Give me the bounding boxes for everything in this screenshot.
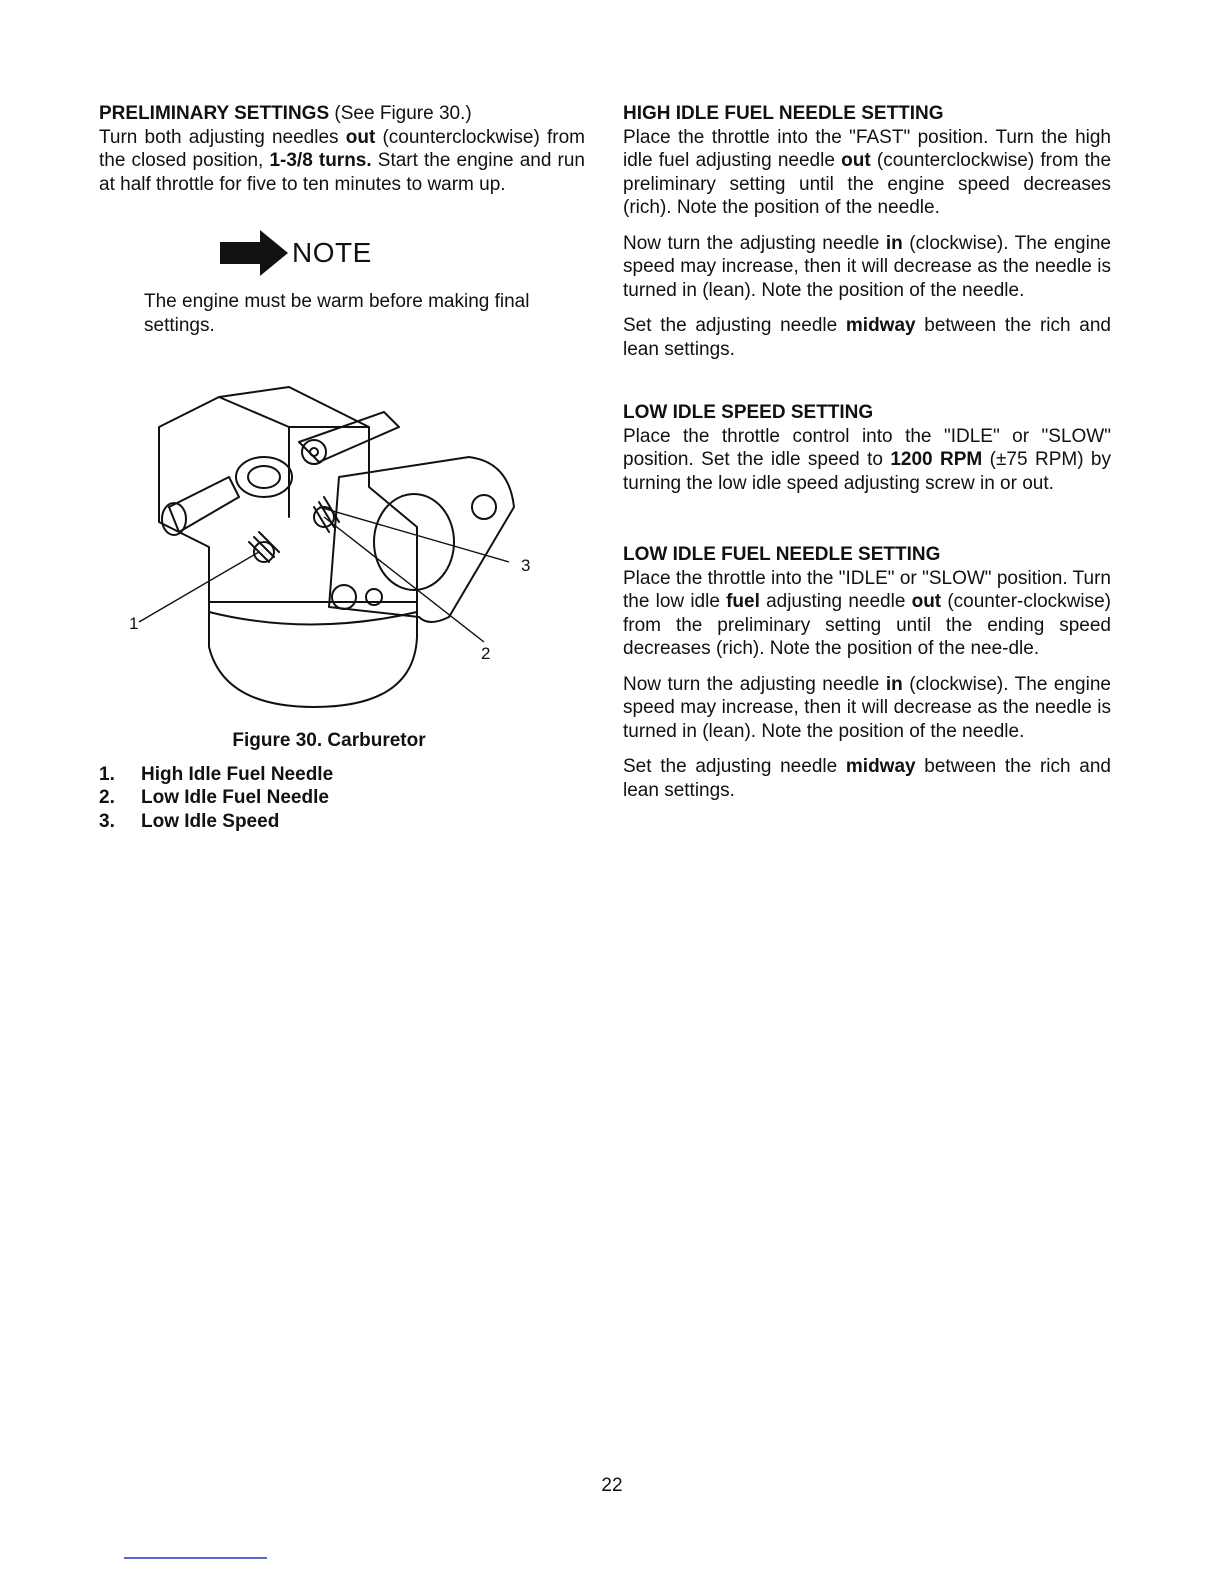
preliminary-settings-paragraph [99, 102, 585, 196]
body-text: Place the throttle into the "FAST" position. Turn the high idle fuel adjusting needle [623, 126, 1111, 171]
high-idle-paragraph-3 [623, 314, 1111, 361]
low-idle-fuel-heading: LOW IDLE FUEL NEEDLE SETTING [623, 544, 941, 565]
legend-number: 3. [99, 810, 115, 832]
bold-text: out [911, 591, 942, 612]
low-idle-speed-heading: LOW IDLE SPEED SETTING [623, 402, 874, 423]
high-idle-paragraph-2 [623, 232, 1111, 303]
body-text: adjusting needle [759, 591, 912, 612]
bold-text: out [841, 150, 871, 171]
preliminary-text: Start the engine and run at half throttle for five to ten minutes to warm up. [99, 150, 585, 195]
low-idle-fuel-paragraph-3 [623, 755, 1111, 802]
bold-text: midway [845, 315, 916, 336]
body-text: Now turn the adjusting needle [623, 673, 886, 695]
preliminary-text: (counterclockwise) from the closed position, [99, 126, 585, 171]
body-text: (counter-clockwise) from the preliminary setting until the ending speed decreases (rich). Note the position of the nee-dle. [623, 591, 1111, 659]
legend-label: High Idle Fuel Needle [141, 763, 334, 785]
preliminary-bold-out: out [345, 126, 376, 148]
legend-item [99, 786, 585, 810]
bold-text: fuel [726, 591, 760, 612]
legend-item [99, 810, 585, 834]
high-idle-heading: HIGH IDLE FUEL NEEDLE SETTING [623, 103, 944, 124]
left-column [99, 102, 585, 833]
body-text: (clockwise). The engine speed may increase, then it will decrease as the needle is turned in (lean). Note the position of the needle. [623, 673, 1111, 742]
low-idle-fuel-paragraph-1 [623, 567, 1111, 661]
body-text: (clockwise). The engine speed may increase, then it will decrease as the needle is turned in (lean). Note the position of the needle. [623, 232, 1111, 301]
legend-number: 2. [99, 787, 115, 808]
note-label: NOTE [292, 237, 372, 269]
carburetor-figure [129, 367, 549, 717]
bold-text: 1200 RPM [890, 449, 983, 470]
low-idle-speed-paragraph [623, 425, 1111, 496]
legend-label: Low Idle Speed [141, 810, 280, 832]
body-text: between the rich and lean settings. [623, 756, 1111, 801]
preliminary-heading: PRELIMINARY SETTINGS [99, 103, 330, 124]
page-number: 22 [601, 1475, 623, 1496]
bold-text: midway [845, 756, 916, 777]
body-text: Set the adjusting needle [623, 756, 846, 777]
figure-caption: Figure 30. Carburetor [232, 730, 426, 751]
body-text: Now turn the adjusting needle [623, 232, 886, 254]
note-callout [220, 228, 585, 278]
legend-item [99, 763, 585, 787]
right-column [623, 102, 1111, 802]
footer-divider [124, 1557, 267, 1559]
preliminary-figure-ref: (See Figure 30.) [329, 103, 472, 124]
body-text: (counterclockwise) from the preliminary setting until the engine speed decreases (rich). Note the position of the needle. [623, 150, 1112, 218]
body-text: Place the throttle control into the "IDLE" or "SLOW" position. Set the idle speed to [623, 425, 1111, 470]
figure-legend [99, 763, 585, 834]
body-text: Place the throttle into the "IDLE" or "SLOW" position. Turn the low idle [623, 567, 1111, 612]
callout-2: 2 [481, 644, 491, 663]
body-text: between the rich and lean settings. [623, 315, 1111, 360]
callout-1: 1 [129, 614, 139, 633]
carburetor-illustration [129, 367, 549, 717]
arrow-right-icon [220, 230, 288, 276]
bold-text: in [885, 673, 903, 695]
callout-3: 3 [521, 556, 531, 575]
legend-number: 1. [99, 763, 115, 785]
legend-label: Low Idle Fuel Needle [141, 787, 329, 808]
preliminary-text: Turn both adjusting needles [99, 126, 346, 148]
bold-text: in [885, 232, 903, 254]
preliminary-bold-turns: 1-3/8 turns. [269, 150, 372, 171]
body-text: (±75 RPM) by turning the low idle speed adjusting screw in or out. [623, 449, 1111, 494]
body-text: Set the adjusting needle [623, 315, 846, 336]
low-idle-fuel-paragraph-2 [623, 673, 1111, 744]
note-text: The engine must be warm before making final settings. [144, 291, 530, 336]
high-idle-paragraph-1 [623, 126, 1111, 220]
